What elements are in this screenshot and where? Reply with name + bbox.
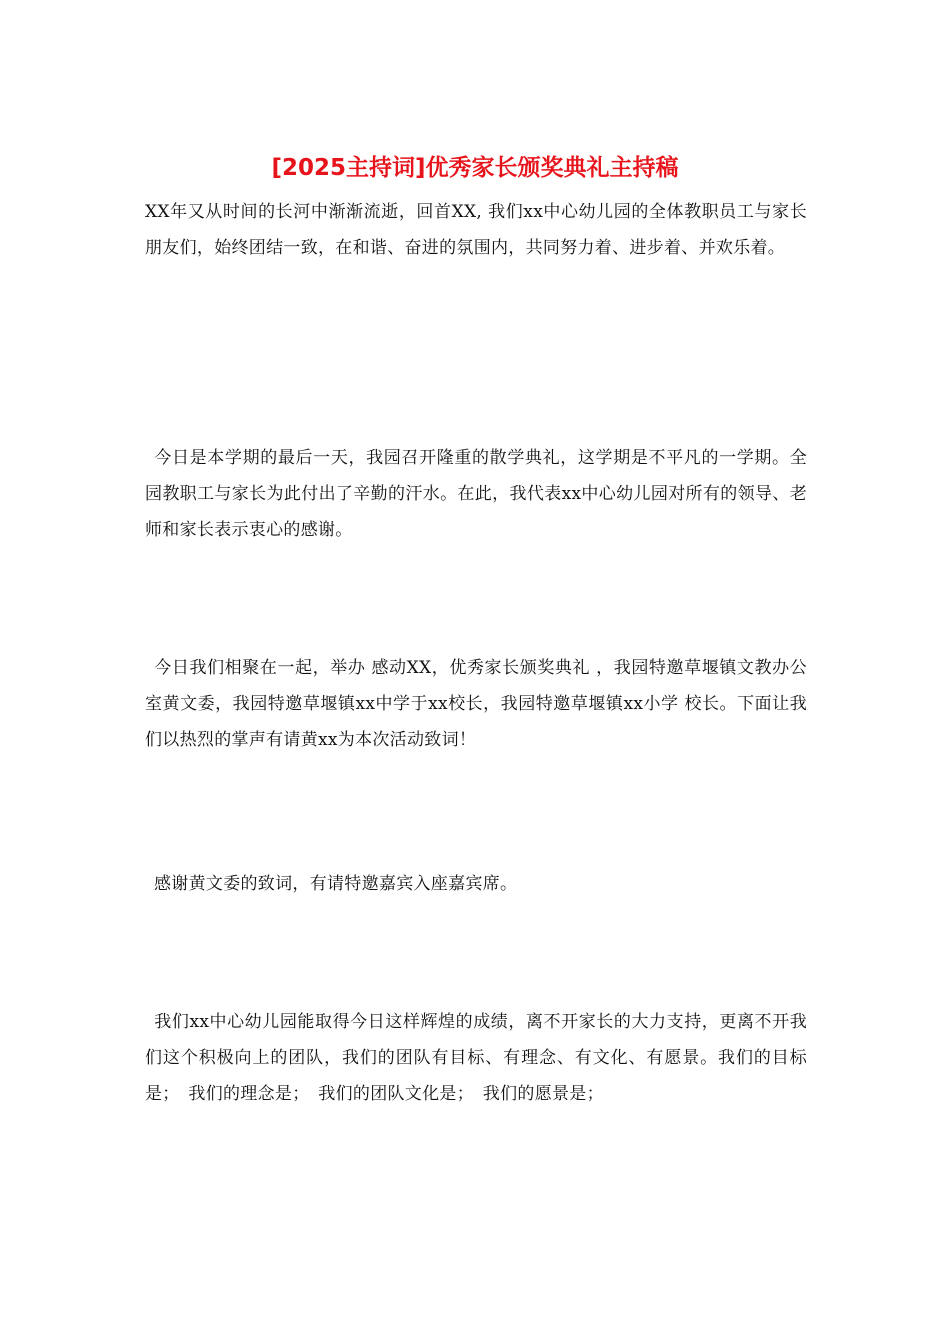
paragraph-team xyxy=(145,1004,807,1112)
paragraph-award-ceremony xyxy=(145,650,807,758)
paragraph-text: XX年又从时间的长河中渐渐流逝，回首XX, 我们xx中心幼儿园的全体教职员工与家长朋友们，始终团结一致，在和谐、奋进的氛围内，共同努力着、进步着、并欢乐着。 xyxy=(145,202,807,258)
paragraph-text: 我们xx中心幼儿园能取得今日这样辉煌的成绩，离不开家长的大力支持，更离不开我们这个积极向上的团队，我们的团队有目标、有理念、有文化、有愿景。我们的目标是； 我们的理念是； 我们的团队文化是； 我们的愿景是； xyxy=(145,1012,807,1104)
paragraph-text: 今日是本学期的最后一天，我园召开隆重的散学典礼，这学期是不平凡的一学期。全园教职工与家长为此付出了辛勤的汗水。在此，我代表xx中心幼儿园对所有的领导、老师和家长表示衷心的感谢。 xyxy=(145,448,807,540)
paragraph-text: 今日我们相聚在一起，举办 感动XX，优秀家长颁奖典礼 ，我园特邀草堰镇文教办公室黄文委，我园特邀草堰镇xx中学于xx校长，我园特邀草堰镇xx小学 校长。下面让我们以热烈的掌声有请黄xx为本次活动致词！ xyxy=(145,658,807,750)
document-title: [2025主持词]优秀家长颁奖典礼主持稿 xyxy=(271,155,679,181)
paragraph-thanks xyxy=(145,866,807,902)
paragraph-intro xyxy=(145,194,807,266)
paragraph-text: 感谢黄文委的致词，有请特邀嘉宾入座嘉宾席。 xyxy=(154,874,518,894)
paragraph-closing-ceremony xyxy=(145,440,807,548)
